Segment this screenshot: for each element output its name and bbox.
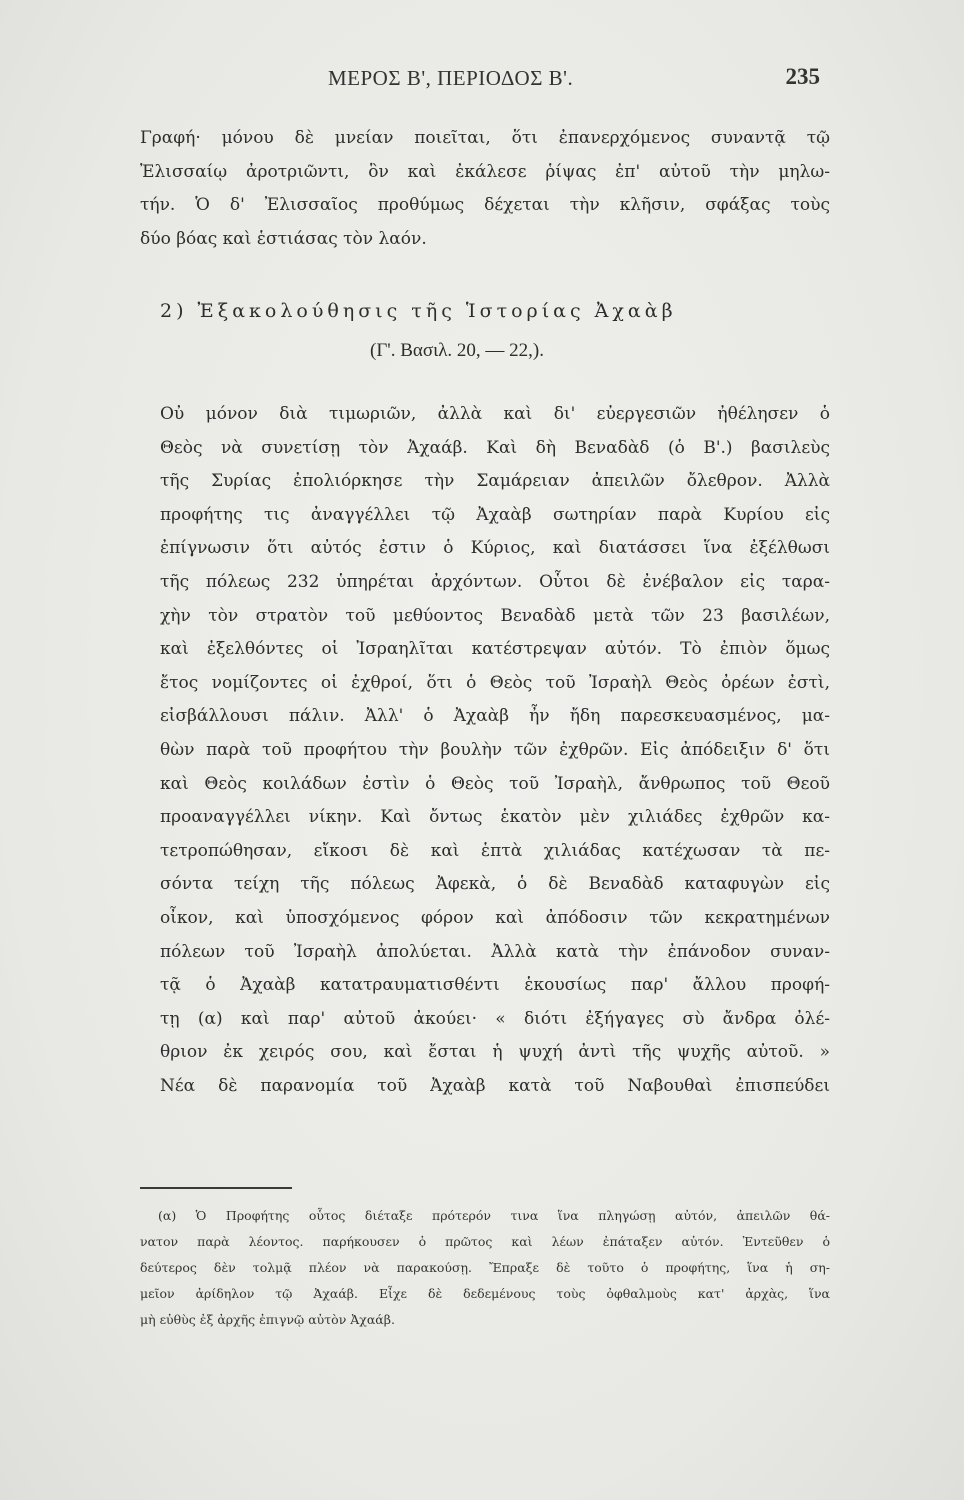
text-line: προφήτης τις ἀναγγέλλει τῷ Ἀχαὰβ σωτηρίαν παρὰ Κυρίου εἰς: [160, 504, 830, 525]
footnote-line: μεῖον ἀρίδηλον τῷ Ἀχαάβ. Εἶχε δὲ δεδεμένους τοὺς ὀφθαλμοὺς κατ' ἀρχὰς, ἵνα: [140, 1286, 830, 1301]
text-line: Γραφή· μόνου δὲ μνείαν ποιεῖται, ὅτι ἐπανερχόμενος συναντᾷ τῷ: [140, 128, 830, 148]
text-line: τᾷ ὁ Ἀχαὰβ κατατραυματισθέντι ἑκουσίως παρ' ἄλλου προφή-: [160, 975, 830, 996]
footnote-line: δεύτερος δὲν τολμᾷ πλέον νὰ παρακούσῃ. Ἔπραξε δὲ τοῦτο ὁ προφήτης, ἵνα ἡ ση-: [140, 1260, 830, 1275]
footnote-line: μὴ εὐθὺς ἐξ ἀρχῆς ἐπιγνῷ αὐτὸν Ἀχαάβ.: [140, 1312, 395, 1327]
text-line: ἐπίγνωσιν ὅτι αὐτός ἐστιν ὁ Κύριος, καὶ διατάσσει ἵνα ἐξέλθωσι: [160, 538, 830, 559]
text-line: τῃ (α) καὶ παρ' αὐτοῦ ἀκούει· « διότι ἐξήγαγες σὺ ἄνδρα ὀλέ-: [160, 1008, 830, 1029]
page-number: 235: [785, 64, 820, 89]
text-line: θριον ἐκ χειρός σου, καὶ ἔσται ἡ ψυχή ἀντὶ τῆς ψυχῆς αὐτοῦ. »: [160, 1042, 830, 1063]
paragraph-continuation: [140, 122, 830, 256]
text-line: πόλεων τοῦ Ἰσραὴλ ἀπολύεται. Ἀλλὰ κατὰ τὴν ἐπάνοδον συναν-: [160, 941, 830, 962]
running-head: ΜΕΡΟΣ Β', ΠΕΡΙΟΔΟΣ Β'.: [328, 66, 574, 90]
text-line: εἰσβάλλουσι πάλιν. Ἀλλ' ὁ Ἀχαὰβ ἦν ἤδη παρεσκευασμένος, μα-: [160, 706, 830, 727]
paragraph-main: [140, 398, 830, 1103]
text-line: Οὐ μόνον διὰ τιμωριῶν, ἀλλὰ καὶ δι' εὐεργεσιῶν ἠθέλησεν ὁ: [160, 404, 830, 424]
text-line: καὶ Θεὸς κοιλάδων ἐστὶν ὁ Θεὸς τοῦ Ἰσραὴλ, ἄνθρωπος τοῦ Θεοῦ: [160, 773, 830, 794]
text-line: προαναγγέλλει νίκην. Καὶ ὄντως ἑκατὸν μὲν χιλιάδες ἐχθρῶν κα-: [160, 807, 830, 828]
text-line: Νέα δὲ παρανομία τοῦ Ἀχαὰβ κατὰ τοῦ Ναβουθαὶ ἐπισπεύδει: [160, 1075, 830, 1096]
text-line: οἶκον, καὶ ὑποσχόμενος φόρον καὶ ἀπόδοσιν τῶν κεκρατημένων: [160, 907, 830, 928]
text-line: Ἐλισσαίῳ ἀροτριῶντι, ὃν καὶ ἐκάλεσε ῥίψας ἐπ' αὐτοῦ τὴν μηλω-: [140, 161, 830, 182]
footnote: [140, 1203, 830, 1333]
section-reference: (Γ'. Βασιλ. 20, — 22,).: [370, 340, 545, 361]
text-line: δύο βόας καὶ ἑστιάσας τὸν λαόν.: [140, 228, 427, 249]
page-header: [140, 66, 820, 100]
text-line: θὼν παρὰ τοῦ προφήτου τὴν βουλὴν τῶν ἐχθρῶν. Εἰς ἀπόδειξιν δ' ὅτι: [160, 739, 830, 760]
footnote-line: (α) Ὁ Προφήτης οὗτος διέταξε πρότερόν τινα ἵνα πληγώσῃ αὐτόν, ἀπειλῶν θά-: [158, 1208, 830, 1223]
footnote-rule: [140, 1187, 292, 1189]
text-line: τήν. Ὁ δ' Ἐλισσαῖος προθύμως δέχεται τὴν κλῆσιν, σφάξας τοὺς: [140, 195, 830, 216]
text-line: σόντα τείχη τῆς πόλεως Ἀφεκὰ, ὁ δὲ Βεναδὰδ καταφυγὼν εἰς: [160, 874, 830, 895]
text-line: τετροπώθησαν, εἴκοσι δὲ καὶ ἑπτὰ χιλιάδας κατέχωσαν τὰ πε-: [160, 840, 830, 861]
text-line: τῆς πόλεως 232 ὑπηρέται ἀρχόντων. Οὗτοι δὲ ἐνέβαλον εἰς ταρα-: [160, 571, 830, 592]
footnote-line: νατον παρὰ λέοντος. παρήκουσεν ὁ πρῶτος καὶ λέων ἐπάταξεν αὐτόν. Ἐντεῦθεν ὁ: [140, 1234, 830, 1249]
section-heading: 2) Ἐξακολούθησις τῆς Ἱστορίας Ἀχαὰβ: [160, 300, 677, 322]
text-line: καὶ ἐξελθόντες οἱ Ἰσραηλῖται κατέστρεψαν αὐτόν. Τὸ ἐπιὸν ὅμως: [160, 639, 830, 660]
text-line: τῆς Συρίας ἐπολιόρκησε τὴν Σαμάρειαν ἀπειλῶν ὄλεθρον. Ἀλλὰ: [160, 471, 830, 492]
text-line: χὴν τὸν στρατὸν τοῦ μεθύοντος Βεναδὰδ μετὰ τῶν 23 βασιλέων,: [160, 605, 830, 626]
text-line: ἔτος νομίζοντες οἱ ἐχθροί, ὅτι ὁ Θεὸς τοῦ Ἰσραὴλ Θεὸς ὀρέων ἐστὶ,: [160, 672, 830, 693]
text-line: Θεὸς νὰ συνετίσῃ τὸν Ἀχαάβ. Καὶ δὴ Βεναδὰδ (ὁ Β'.) βασιλεὺς: [160, 437, 830, 458]
